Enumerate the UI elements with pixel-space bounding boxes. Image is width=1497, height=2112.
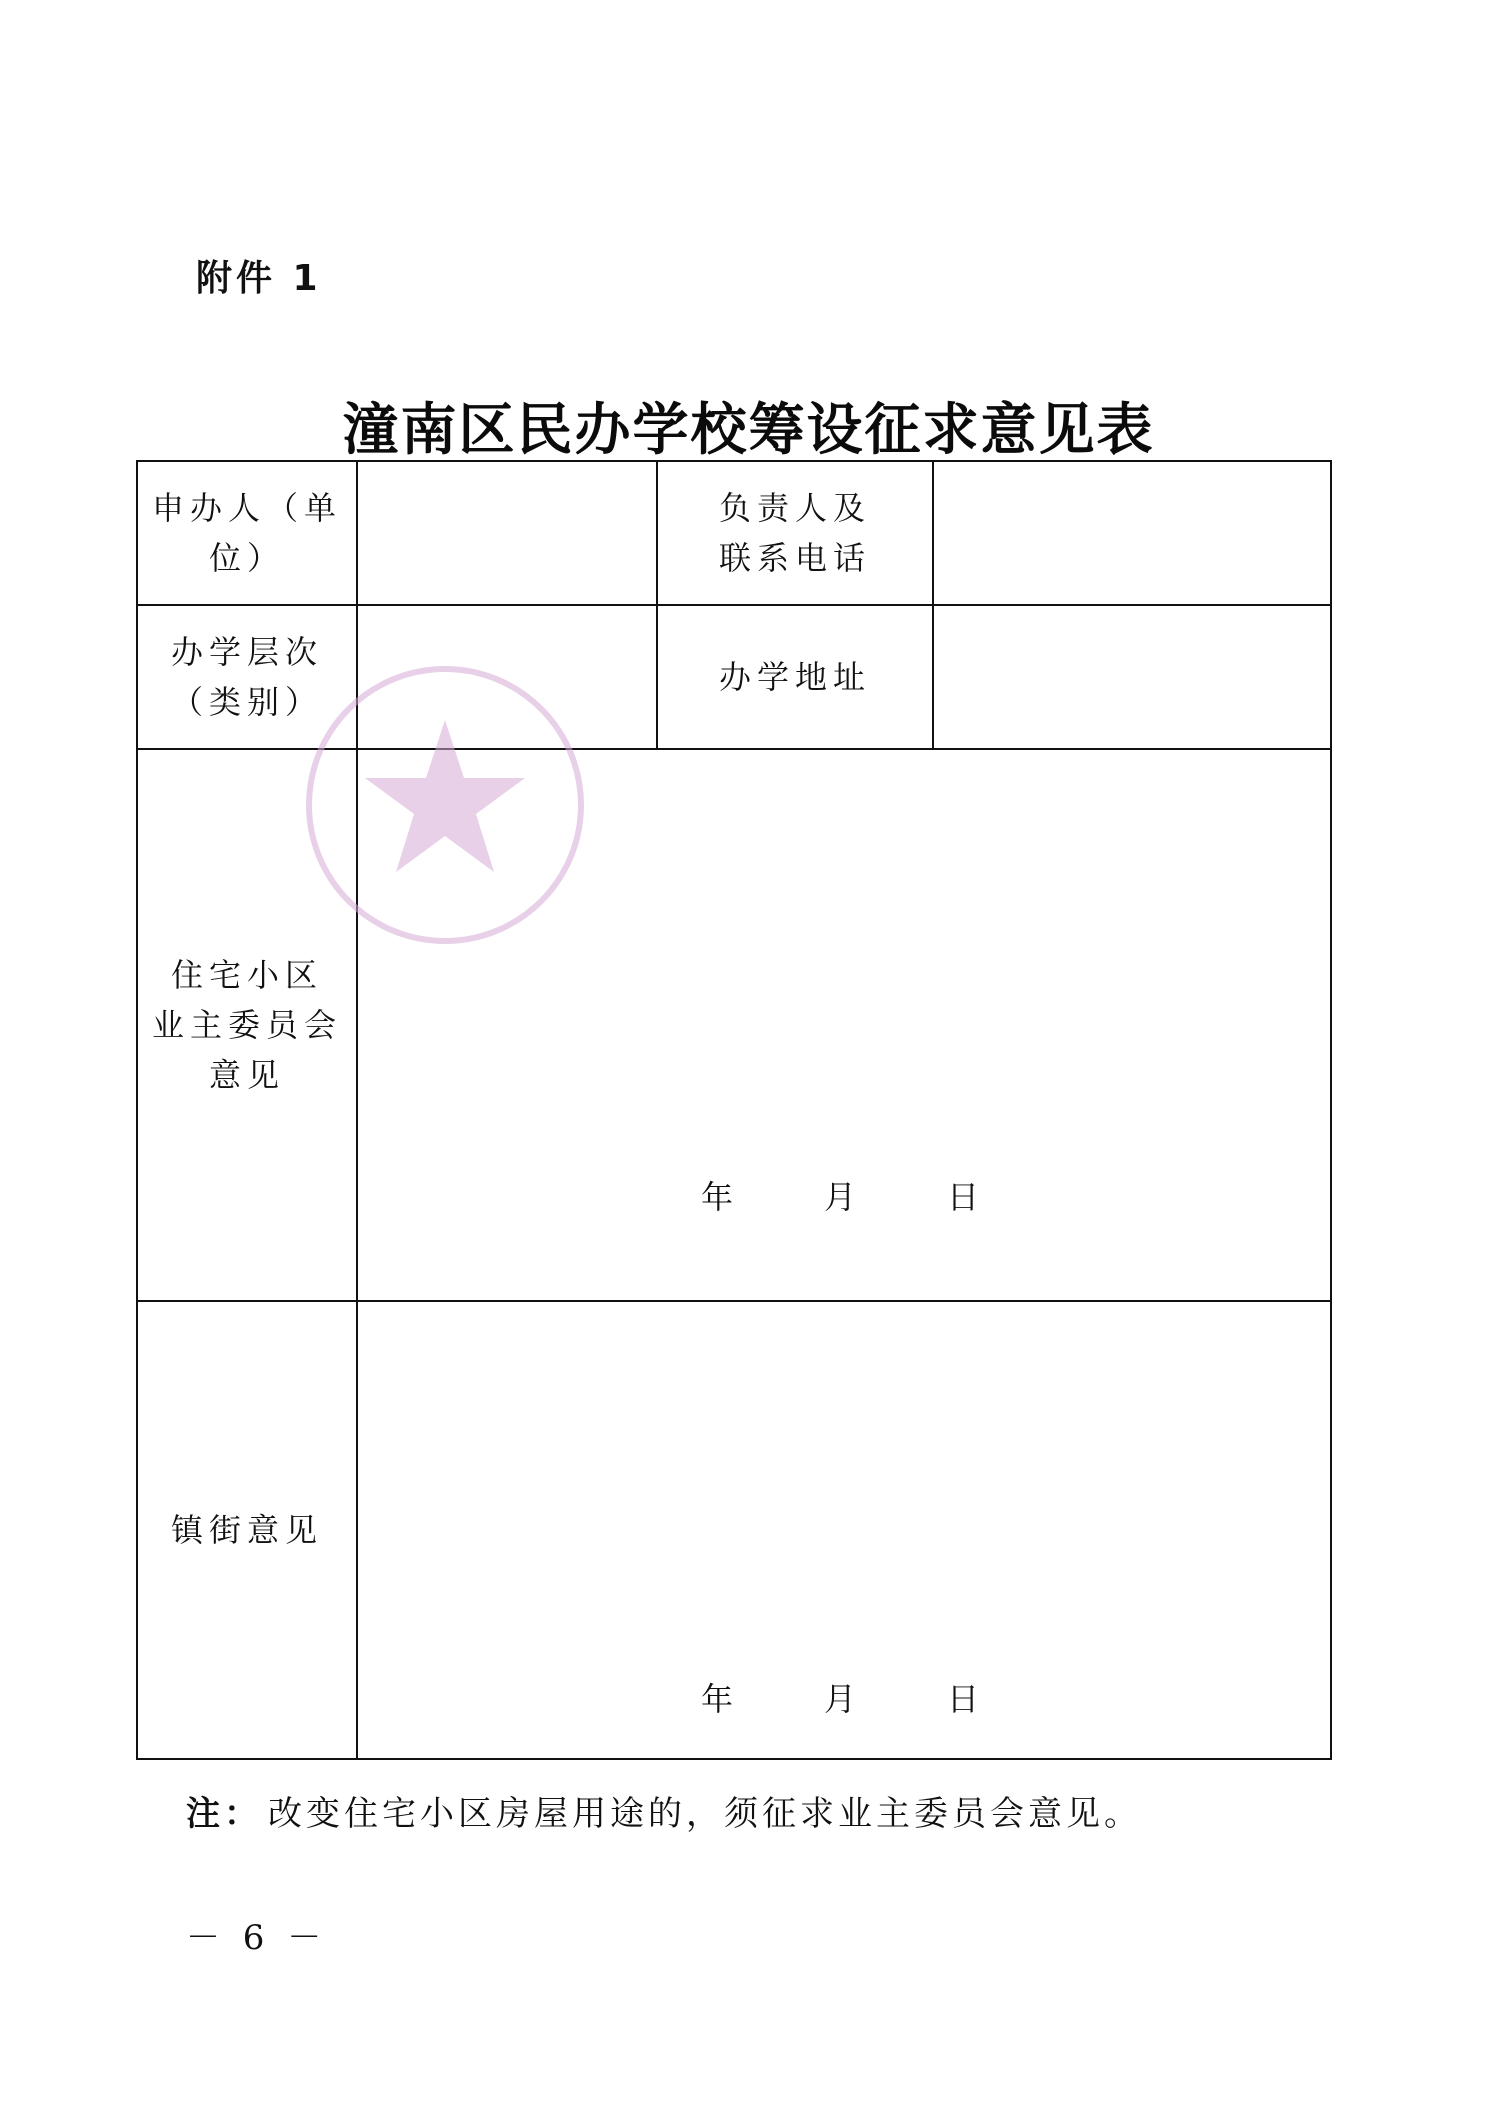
school-level-label: 办学层次 （类别） [137,605,357,749]
contact-label: 负责人及 联系电话 [657,461,933,605]
school-address-label: 办学地址 [657,605,933,749]
school-address-field[interactable] [933,605,1331,749]
attachment-label: 附件 1 [196,258,322,299]
table-row [137,1301,1331,1759]
footnote-prefix: 注： [186,1794,262,1834]
table-row [137,461,1331,605]
applicant-field[interactable] [357,461,657,605]
document-title: 潼南区民办学校筹设征求意见表 [342,397,1155,463]
street-office-label: 镇街意见 [137,1301,357,1759]
opinion-form-table [136,460,1332,1760]
official-seal-stamp [300,660,590,950]
date-day-label: 日 [947,1680,986,1718]
footnote-text: 改变住宅小区房屋用途的，须征求业主委员会意见。 [268,1794,1142,1834]
date-month-label: 月 [824,1178,863,1216]
date-day-label: 日 [947,1178,986,1216]
date-year-label: 年 [701,1680,740,1718]
contact-field[interactable] [933,461,1331,605]
owners-committee-label: 住宅小区 业主委员会 意见 [137,749,357,1301]
date-year-label: 年 [701,1178,740,1216]
date-month-label: 月 [824,1680,863,1718]
footnote [186,1786,1142,1835]
street-office-opinion-field[interactable] [357,1301,1331,1759]
applicant-label: 申办人（单位） [137,461,357,605]
page-number: － 6 － [186,1918,328,1958]
